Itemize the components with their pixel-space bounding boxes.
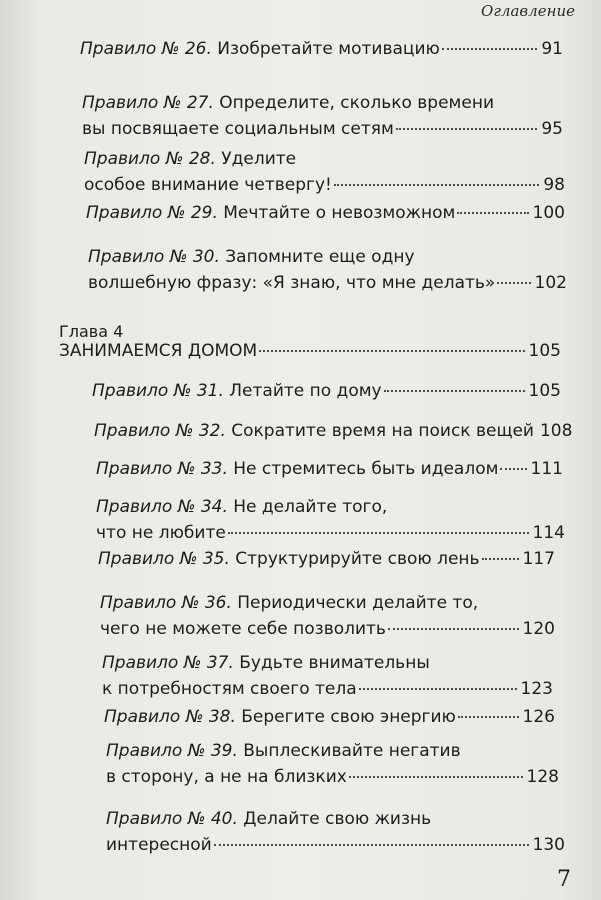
toc-entry-36 (100, 590, 555, 642)
rule-number: Правило № 30. (88, 247, 220, 267)
rule-number: Правило № 28. (84, 149, 216, 169)
page-ref: 105 (528, 341, 561, 361)
rule-title-cont: особое внимание четвергу! (84, 175, 332, 195)
rule-number: Правило № 38. (104, 707, 236, 727)
rule-number: Правило № 35. (98, 549, 230, 569)
chapter-title: ЗАНИМАЕМСЯ ДОМОМ (59, 341, 258, 361)
rule-title: Берегите свою энергию (241, 707, 456, 727)
dot-leader (457, 212, 528, 214)
page-ref: 114 (532, 523, 565, 543)
page-ref: 91 (541, 39, 563, 59)
rule-number: Правило № 32. (94, 421, 226, 441)
running-header: Оглавление (481, 2, 575, 20)
rule-number: Правило № 26. (80, 39, 212, 59)
rule-title: Уделите (221, 149, 297, 169)
toc-entry-33 (96, 456, 563, 482)
rule-title: Сократите время на поиск вещей (231, 421, 534, 441)
rule-title: Структурируйте свою лень (235, 549, 480, 569)
rule-number: Правило № 36. (100, 593, 232, 613)
dot-leader (396, 128, 538, 130)
toc-entry-35 (98, 546, 555, 572)
toc-entry-27 (82, 90, 563, 142)
page-ref: 120 (522, 619, 555, 639)
rule-title-cont: интересной (106, 835, 212, 855)
rule-title-cont: волшебную фразу: «Я знаю, что мне делать» (88, 273, 496, 293)
page-ref: 117 (522, 549, 555, 569)
rule-number: Правило № 40. (106, 809, 238, 829)
page-ref: 128 (526, 767, 559, 787)
dot-leader (334, 184, 540, 186)
page-ref: 105 (528, 381, 561, 401)
dot-leader (259, 350, 524, 352)
page-ref: 130 (532, 835, 565, 855)
toc-entry-34 (96, 494, 565, 546)
rule-number: Правило № 33. (96, 459, 228, 479)
toc-entry-29 (86, 200, 565, 226)
rule-number: Правило № 34. (96, 497, 228, 517)
page-ref: 98 (543, 175, 565, 195)
toc-entry-28 (84, 146, 565, 198)
dot-leader (482, 558, 519, 560)
toc-entry-30 (88, 244, 567, 296)
toc-entry-38 (104, 704, 555, 730)
page-ref: 123 (520, 679, 553, 699)
dot-leader (388, 628, 519, 630)
dot-leader (384, 390, 525, 392)
rule-title: Мечтайте о невозможном (223, 203, 456, 223)
page-ref: 100 (532, 203, 565, 223)
toc-entry-37 (102, 650, 553, 702)
rule-title: Будьте внимательны (239, 653, 430, 673)
rule-title: Запомните еще одну (225, 247, 415, 267)
page-ref: 95 (541, 119, 563, 139)
rule-title: Не делайте того, (233, 497, 388, 517)
rule-title-cont: чего не можете себе позволить (100, 619, 386, 639)
rule-title: Делайте свою жизнь (243, 809, 432, 829)
rule-title: Периодически делайте то, (237, 593, 479, 613)
chapter-title-entry (59, 338, 561, 364)
rule-number: Правило № 37. (102, 653, 234, 673)
toc-entry-40 (106, 806, 565, 858)
rule-number: Правило № 39. (106, 741, 238, 761)
page-ref: 111 (530, 459, 563, 479)
rule-title: Определите, сколько времени (219, 93, 494, 113)
dot-leader (214, 844, 529, 846)
rule-title: Летайте по дому (229, 381, 382, 401)
dot-leader (497, 282, 530, 284)
rule-title-cont: что не любите (96, 523, 226, 543)
rule-title-cont: в сторону, а не на близких (106, 767, 347, 787)
toc-entry-39 (106, 738, 559, 790)
rule-title-cont: вы посвящаете социальным сетям (82, 119, 394, 139)
toc-entry-32 (94, 418, 573, 444)
page-ref: 108 (539, 421, 573, 441)
rule-number: Правило № 27. (82, 93, 214, 113)
page-ref: 102 (534, 273, 567, 293)
rule-number: Правило № 29. (86, 203, 218, 223)
rule-title: Выплескивайте негатив (243, 741, 461, 761)
dot-leader (442, 48, 538, 50)
toc-entry-26 (80, 36, 563, 62)
chapter-label: Глава 4 (59, 322, 124, 341)
page-number: 7 (557, 867, 571, 892)
page-ref: 126 (522, 707, 555, 727)
rule-number: Правило № 31. (92, 381, 224, 401)
dot-leader (500, 468, 526, 470)
dot-leader (458, 716, 519, 718)
dot-leader (228, 532, 529, 534)
dot-leader (359, 688, 517, 690)
toc-entry-31 (92, 378, 561, 404)
rule-title: Изобретайте мотивацию (217, 39, 440, 59)
rule-title-cont: к потребностям своего тела (102, 679, 357, 699)
dot-leader (349, 776, 523, 778)
rule-title: Не стремитесь быть идеалом (233, 459, 499, 479)
